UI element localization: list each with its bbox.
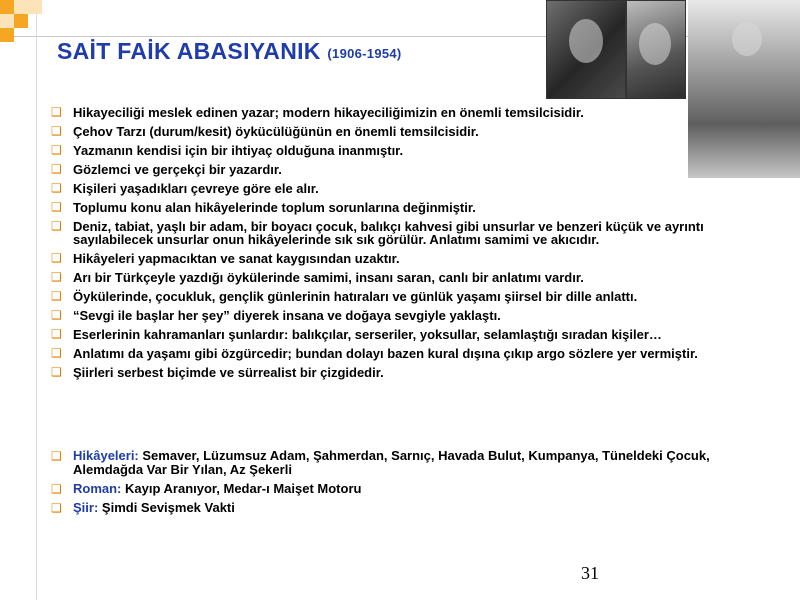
corner-square <box>0 0 14 14</box>
works-item <box>51 501 751 515</box>
bullet-square-icon: ❑ <box>51 289 62 303</box>
bullet-text: Şiirleri serbest biçimde ve sürrealist bir çizgidedir. <box>73 365 384 380</box>
title-years: (1906-1954) <box>327 46 402 61</box>
bullet-text: Kişileri yaşadıkları çevreye göre ele alır. <box>73 181 319 196</box>
corner-square <box>14 0 28 14</box>
bullet-item <box>51 252 751 265</box>
bullet-text: Hikayeciliği meslek edinen yazar; modern hikayeciliğimizin en önemli temsilcisidir. <box>73 105 584 120</box>
title-name: SAİT FAİK ABASIYANIK <box>57 38 321 64</box>
works-text: Semaver, Lüzumsuz Adam, Şahmerdan, Sarnıç, Havada Bulut, Kumpanya, Tüneldeki Çocuk, Alemdağda Var Bir Yılan, Az Şekerli <box>73 448 710 477</box>
bullet-text: Yazmanın kendisi için bir ihtiyaç olduğuna inanmıştır. <box>73 143 404 158</box>
bullet-square-icon: ❑ <box>51 346 62 360</box>
works-label: Roman: <box>73 481 122 496</box>
bullet-square-icon: ❑ <box>51 482 62 496</box>
bullet-square-icon: ❑ <box>51 365 62 379</box>
author-portrait-photo <box>626 0 686 99</box>
bullet-item <box>51 271 751 284</box>
bullet-square-icon: ❑ <box>51 270 62 284</box>
bullet-square-icon: ❑ <box>51 105 62 119</box>
works-label: Şiir: <box>73 500 99 515</box>
bullet-item <box>51 106 751 119</box>
bullet-item <box>51 366 751 379</box>
bullet-item <box>51 201 751 214</box>
bullet-item <box>51 144 751 157</box>
page-title <box>57 38 402 65</box>
bullet-text: “Sevgi ile başlar her şey” diyerek insana ve doğaya sevgiyle yaklaştı. <box>73 308 501 323</box>
works-text: Kayıp Aranıyor, Medar-ı Maişet Motoru <box>121 481 362 496</box>
bullet-item <box>51 290 751 303</box>
bullet-square-icon: ❑ <box>51 200 62 214</box>
works-label: Hikâyeleri: <box>73 448 139 463</box>
bullet-item <box>51 220 751 246</box>
works-text: Şimdi Sevişmek Vakti <box>98 500 235 515</box>
bullet-square-icon: ❑ <box>51 143 62 157</box>
bullet-text: Toplumu konu alan hikâyelerinde toplum sorunlarına değinmiştir. <box>73 200 476 215</box>
bullet-square-icon: ❑ <box>51 162 62 176</box>
bullet-item <box>51 328 751 341</box>
bullet-item <box>51 347 751 360</box>
bullet-list <box>51 106 751 385</box>
bullet-square-icon: ❑ <box>51 449 62 463</box>
bullet-item <box>51 125 751 138</box>
bullet-item <box>51 163 751 176</box>
works-list <box>51 449 751 520</box>
bullet-text: Deniz, tabiat, yaşlı bir adam, bir boyacı çocuk, balıkçı kahvesi gibi unsurlar ve benzeri küçük ve ayrıntı sayılabilecek unsurlar onun hikâyelerinde sık sık görülür. Anlatımı samimi ve akıcıdır. <box>73 219 704 247</box>
bullet-square-icon: ❑ <box>51 124 62 138</box>
page-number: 31 <box>581 563 599 583</box>
bullet-item <box>51 182 751 195</box>
bullet-square-icon: ❑ <box>51 219 62 233</box>
bullet-item <box>51 309 751 322</box>
corner-square <box>0 14 14 28</box>
bullet-square-icon: ❑ <box>51 181 62 195</box>
bullet-text: Gözlemci ve gerçekçi bir yazardır. <box>73 162 282 177</box>
corner-square <box>14 14 28 28</box>
bullet-square-icon: ❑ <box>51 501 62 515</box>
bullet-square-icon: ❑ <box>51 308 62 322</box>
decorative-vertical-rule <box>36 0 37 600</box>
bullet-text: Hikâyeleri yapmacıktan ve sanat kaygısından uzaktır. <box>73 251 400 266</box>
author-portrait-photo <box>546 0 626 99</box>
bullet-text: Öykülerinde, çocukluk, gençlik günlerinin hatıraları ve günlük yaşamı şiirsel bir dille anlattı. <box>73 289 638 304</box>
bullet-text: Anlatımı da yaşamı gibi özgürcedir; bundan dolayı bazen kural dışına çıkıp argo sözlere yer vermiştir. <box>73 346 698 361</box>
works-item <box>51 449 751 477</box>
corner-square <box>28 0 42 14</box>
bullet-text: Çehov Tarzı (durum/kesit) öykücülüğünün en önemli temsilcisidir. <box>73 124 479 139</box>
works-item <box>51 482 751 496</box>
bullet-square-icon: ❑ <box>51 251 62 265</box>
bullet-square-icon: ❑ <box>51 327 62 341</box>
bullet-text: Arı bir Türkçeyle yazdığı öykülerinde samimi, insanı saran, canlı bir anlatımı vardır. <box>73 270 584 285</box>
corner-square <box>0 28 14 42</box>
bullet-text: Eserlerinin kahramanları şunlardır: balıkçılar, serseriler, yoksullar, selamlaştığı sıradan kişiler… <box>73 327 662 342</box>
